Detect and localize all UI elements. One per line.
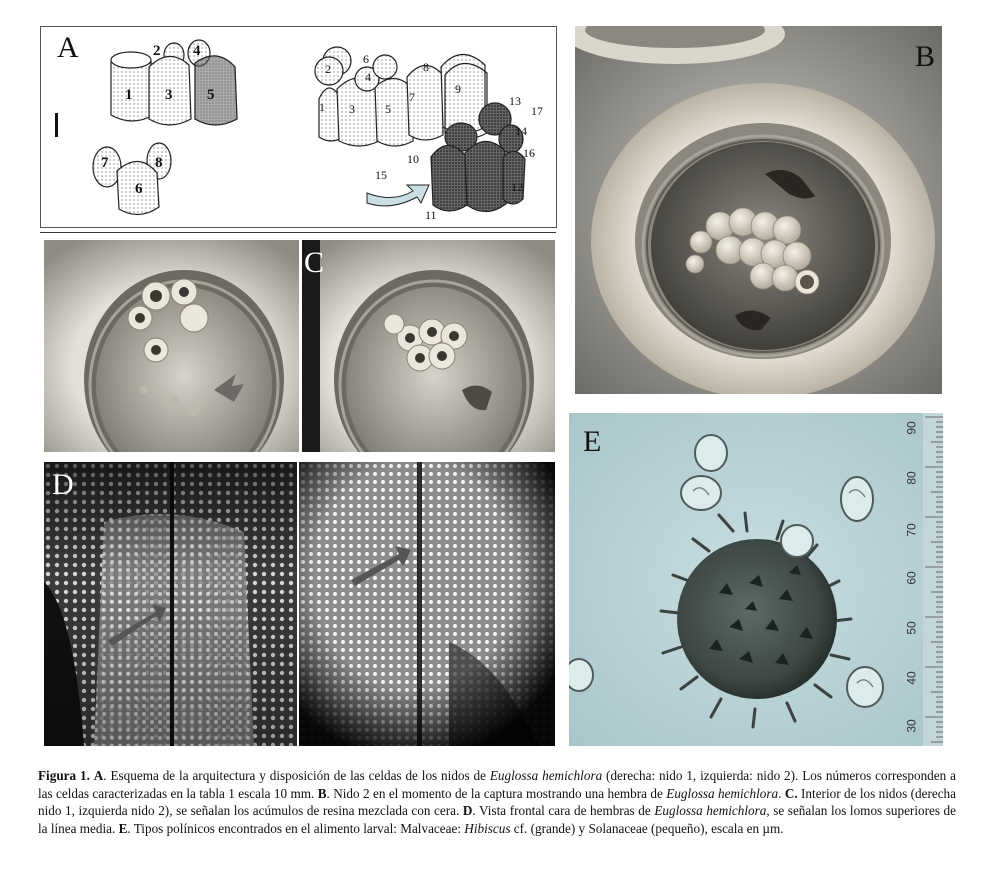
- caption-d-text-1: . Vista frontal cara de hembras de: [472, 803, 655, 819]
- caption-species-2: Euglossa hemichlora: [666, 785, 779, 801]
- right-cell-7: 7: [409, 90, 415, 104]
- caption-a-label: A: [93, 768, 104, 783]
- right-cell-1: 1: [319, 100, 325, 114]
- panel-a: [40, 26, 557, 228]
- right-cell-8: 8: [423, 60, 429, 74]
- caption-b-label: B: [317, 785, 327, 801]
- right-cell-15: 15: [375, 168, 387, 182]
- tick-30: 30: [904, 719, 919, 733]
- caption-e-text-2: cf. (grande) y Solanaceae (pequeño), escala en µm.: [510, 820, 784, 836]
- panel-e: [569, 413, 943, 746]
- panel-d-left: [44, 462, 297, 746]
- right-cell-4: 4: [365, 70, 371, 84]
- caption-a-text-1: . Esquema de la arquitectura y disposición de las celdas de los nidos de: [103, 768, 490, 783]
- right-cell-3: 3: [349, 102, 355, 116]
- left-cell-8: 8: [155, 155, 163, 171]
- panel-d-right-photo: [299, 462, 555, 746]
- panel-c-right-photo: [302, 240, 555, 452]
- separator-line: [40, 232, 556, 233]
- tick-80: 80: [904, 471, 919, 485]
- panel-c-left: [44, 240, 299, 452]
- panel-a-label: A: [57, 31, 79, 64]
- left-cell-2: 2: [153, 43, 161, 59]
- panel-b: [575, 26, 942, 394]
- caption-fig-label: Figura 1.: [38, 768, 90, 783]
- right-cell-6: 6: [363, 52, 369, 66]
- left-cell-3: 3: [165, 87, 173, 103]
- caption-a-text-2: (derecha: nido 1, izquierda: nido 2). Los números corresponden a las celdas caracterizadas en la tabla 1 escala 10 mm.: [38, 768, 956, 801]
- right-cell-10: 10: [407, 152, 419, 166]
- panel-c-left-photo: [44, 240, 299, 452]
- right-cell-2: 2: [325, 62, 331, 76]
- caption-c-text: Interior de los nidos (derecha nido 1, izquierda nido 2), se señalan los acúmulos de resina mezclada con cera.: [38, 785, 957, 819]
- panel-c-right: [302, 240, 555, 452]
- left-cell-5: 5: [207, 87, 215, 103]
- caption-species-1: Euglossa hemichlora: [489, 768, 603, 783]
- right-cell-13: 13: [509, 94, 521, 108]
- arrow-15: [367, 185, 429, 206]
- caption-e-text-1: . Tipos polínicos encontrados en el alimento larval: Malvaceae:: [127, 820, 465, 836]
- panel-b-label: B: [915, 40, 936, 73]
- left-cell-7: 7: [101, 155, 109, 171]
- caption-b-text: . Nido 2 en el momento de la captura mostrando una hembra de: [326, 785, 667, 801]
- tick-50: 50: [904, 621, 919, 635]
- caption-e-label: E: [118, 820, 128, 836]
- panel-e-photo: [569, 413, 943, 746]
- caption-d-text-2: , se señalan los lomos superiores de la línea media.: [38, 803, 956, 836]
- tick-60: 60: [904, 571, 919, 585]
- caption-genus: Hibiscus: [464, 820, 511, 836]
- caption-species-3: Euglossa hemichlora: [654, 803, 767, 819]
- panel-d-right: [299, 462, 555, 746]
- pollen-large: [677, 539, 837, 699]
- left-cell-4: 4: [193, 43, 201, 59]
- right-cell-5: 5: [385, 102, 391, 116]
- scale-bar: [55, 113, 58, 137]
- caption-d-label: D: [462, 803, 473, 819]
- pollen-small: [695, 435, 727, 471]
- left-cell-1: 1: [125, 87, 133, 103]
- panel-a-drawing: [41, 27, 556, 227]
- scale-tick-labels: [899, 413, 929, 746]
- left-cell-6: 6: [135, 181, 143, 197]
- tick-90: 90: [904, 421, 919, 435]
- tick-70: 70: [904, 523, 919, 537]
- figure-caption: Figura 1. A. Esquema de la arquitectura y disposición de las celdas de los nidos de Euglossa hemichlora (derecha: nido 1, izquierda: nido 2). Los números corresponden a las celdas caracterizadas en la tabla 1 escala 10 mm. B. Nido 2 en el momento de la captura mostrando una hembra de Euglossa hemichlora. C. Interior de los nidos (derecha nido 1, izquierda nido 2), se señalan los acúmulos de resina mezclada con cera. D. Vista frontal cara de hembras de Euglossa hemichlora, se señalan los lomos superiores de la línea media. E. Tipos polínicos encontrados en el alimento larval: Malvaceae: Hibiscus cf. (grande) y Solanaceae (pequeño), escala en µm.: [38, 768, 957, 836]
- right-cell-14: 14: [515, 124, 527, 138]
- caption-c-label: C.: [784, 785, 798, 801]
- right-cell-11: 11: [425, 208, 437, 222]
- panel-b-photo: [575, 26, 942, 394]
- right-cell-12: 12: [511, 180, 523, 194]
- right-cell-16: 16: [523, 146, 535, 160]
- panel-d-left-photo: [44, 462, 297, 746]
- right-cell-9: 9: [455, 82, 461, 96]
- panel-e-label: E: [583, 425, 602, 458]
- panel-c-label: C: [304, 246, 325, 279]
- tick-40: 40: [904, 671, 919, 685]
- right-cell-17: 17: [531, 104, 543, 118]
- panel-d-label: D: [52, 468, 74, 501]
